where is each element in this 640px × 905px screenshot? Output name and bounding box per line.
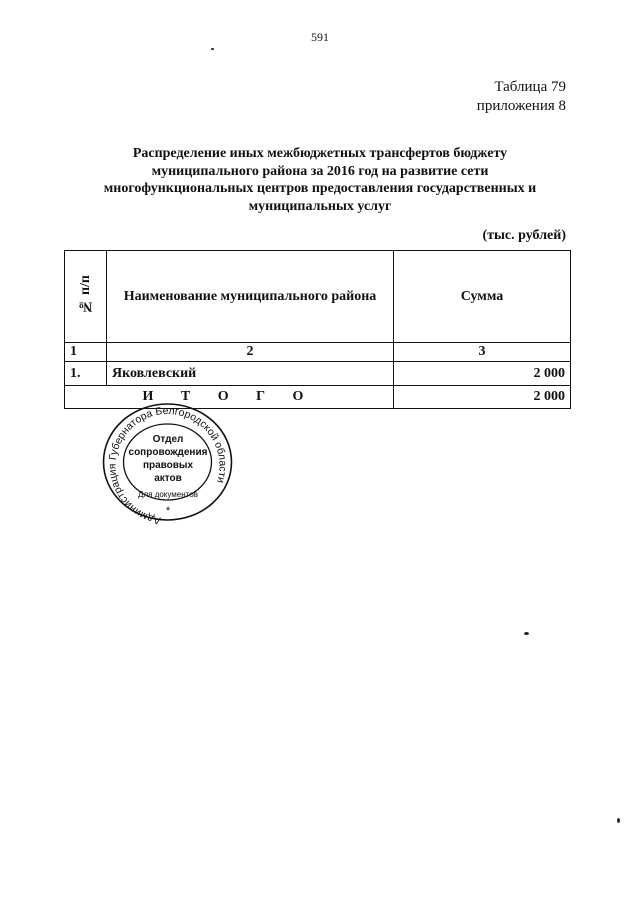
total-sum: 2 000 xyxy=(394,386,571,409)
stamp-star: * xyxy=(165,505,171,517)
row-num: 1. xyxy=(65,362,107,386)
total-label: И Т О Г О xyxy=(142,389,316,404)
scan-speck xyxy=(211,48,214,50)
page-number: 591 xyxy=(311,30,329,44)
stamp-line-3: правовых xyxy=(142,460,194,471)
header-num-cell xyxy=(65,251,107,343)
stamp-line-1: Отдел xyxy=(152,434,184,445)
col-number-1: 1 xyxy=(65,343,107,362)
column-number-row xyxy=(65,343,571,362)
scan-speck xyxy=(617,818,620,823)
stamp-line-2: сопровождения xyxy=(128,447,208,458)
stamp-line-4: актов xyxy=(154,473,182,484)
table-reference-line1: Таблица 79 xyxy=(494,79,566,95)
row-name: Яковлевский xyxy=(107,362,394,386)
official-stamp xyxy=(100,400,235,525)
stamp-bottom-text: Для документов xyxy=(138,490,198,499)
stamp-ring-text: Администрация Губернатора Белгородской области xyxy=(106,404,229,525)
units-label: (тыс. рублей) xyxy=(482,228,566,243)
header-row xyxy=(65,251,571,343)
table-reference xyxy=(477,78,566,116)
table-reference-line2: приложения 8 xyxy=(476,98,566,114)
transfers-table xyxy=(64,250,571,409)
scan-speck xyxy=(524,632,529,635)
header-sum: Сумма xyxy=(394,251,571,343)
title-line-2: муниципального района за 2016 год на развитие сети xyxy=(151,163,489,179)
document-title xyxy=(70,145,570,215)
col-number-2: 2 xyxy=(107,343,394,362)
header-num: № п/п xyxy=(77,274,93,314)
table-row xyxy=(65,362,571,386)
col-number-3: 3 xyxy=(394,343,571,362)
title-line-3: многофункциональных центров предоставления государственных и xyxy=(103,181,537,196)
row-sum: 2 000 xyxy=(394,362,571,386)
title-line-4: муниципальных услуг xyxy=(248,198,392,214)
title-line-1: Распределение иных межбюджетных трансфертов бюджету xyxy=(132,146,508,161)
header-name: Наименование муниципального района xyxy=(107,251,394,343)
